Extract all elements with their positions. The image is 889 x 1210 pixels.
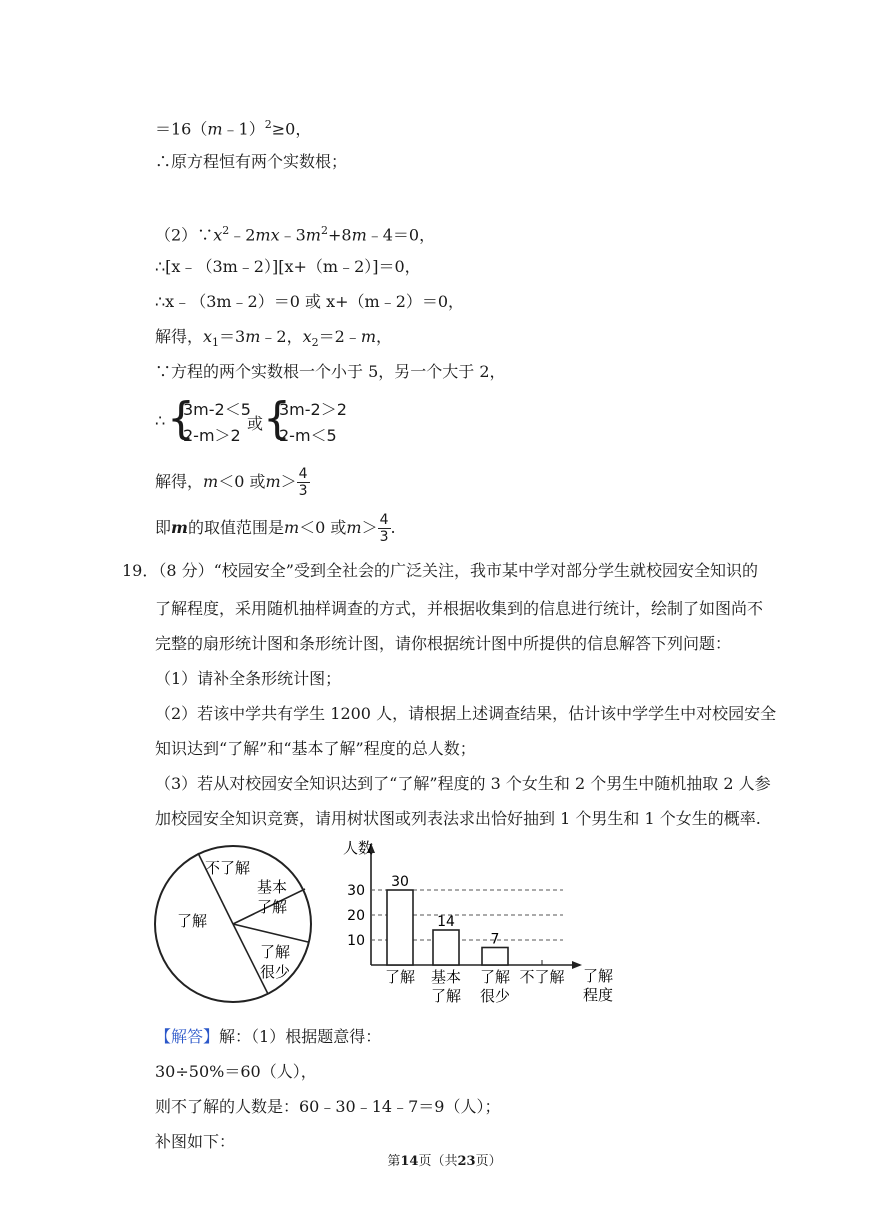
var-m: m: [305, 225, 321, 245]
pie-label: 了解: [177, 912, 208, 930]
problem-19-line-1: 19．（8 分）“校园安全”受到全社会的广泛关注，我市某中学对部分学生就校园安全知识的: [122, 561, 758, 580]
left-brace: {: [167, 393, 195, 444]
y-tick-label: 10: [347, 933, 365, 949]
solution-line-5: ∴x﹣（3m﹣2）＝0 或 x+（m﹣2）＝0，: [155, 292, 465, 311]
x-tick-label: 了解: [479, 968, 511, 986]
text: ﹣1）: [222, 119, 265, 139]
text: 解得，: [155, 472, 204, 491]
pie-label: 不了解: [205, 859, 251, 877]
system1-row1: 3m-2＜5: [183, 400, 251, 419]
data-label: 14: [437, 914, 455, 930]
text: 解：（1）根据题意得：: [219, 1027, 382, 1046]
text: ﹣3: [279, 225, 306, 245]
text: ，: [375, 327, 392, 346]
text: ≥0，: [271, 119, 312, 139]
var-m: m: [265, 472, 281, 491]
text: ＝2﹣: [318, 327, 361, 346]
y-tick-label: 20: [347, 908, 365, 924]
solution-line-4: ∴[x﹣（3m﹣2）][x+（m﹣2）]＝0，: [155, 257, 421, 276]
text: +8: [327, 225, 352, 245]
pie-label: 基本: [257, 878, 288, 896]
var-m: m: [171, 518, 188, 537]
answer-line-2: 30÷50%＝60（人），: [155, 1062, 317, 1081]
problem-19-q1: （1）请补全条形统计图；: [155, 669, 342, 688]
subscript: 2: [311, 336, 319, 350]
problem-19-q3-line-2: 加校园安全知识竞赛，请用树状图或列表法求出恰好抽到 1 个男生和 1 个女生的概率.: [155, 809, 761, 828]
problem-19-line-2: 了解程度，采用随机抽样调查的方式，并根据收集到的信息进行统计，绘制了如图尚不: [155, 599, 764, 618]
bar: [387, 890, 413, 965]
text: 页（共: [418, 1154, 458, 1169]
text: ＜0 或: [299, 518, 347, 537]
text: ＞: [280, 472, 297, 491]
pie-chart: [150, 842, 325, 1007]
text: ﹣4＝0，: [366, 225, 436, 245]
solution-line-7: ∵方程的两个实数根一个小于 5，另一个大于 2，: [155, 362, 506, 381]
x-axis-label-line2: 程度: [583, 986, 614, 1004]
answer-line-4: 补图如下：: [155, 1132, 236, 1151]
system2-row1: 3m-2＞2: [279, 400, 347, 419]
solution-line-8: [155, 466, 310, 499]
problem-19-q2-line-2: 知识达到“了解”和“基本了解”程度的总人数；: [155, 739, 476, 758]
solution-line-2: ∴原方程恒有两个实数根；: [155, 152, 348, 171]
var-m: m: [245, 327, 261, 346]
solution-line-1: [155, 114, 311, 140]
data-label: 7: [490, 931, 500, 948]
exponent: 2: [320, 224, 328, 237]
var-mx: mx: [255, 225, 280, 245]
var-x: x: [302, 327, 312, 346]
text: ＝16（: [155, 119, 208, 139]
var-m: m: [346, 518, 362, 537]
x-tick-label: 基本: [430, 968, 462, 986]
pie-label: 了解: [260, 943, 291, 961]
bar-chart: [335, 835, 625, 1010]
exponent: 2: [264, 118, 272, 131]
fraction: [297, 466, 310, 499]
y-axis-label: 人数: [343, 839, 374, 857]
var-m: m: [360, 327, 376, 346]
solution-line-9: [155, 512, 396, 545]
var-x: x: [203, 327, 213, 346]
x-tick-label: 不了解: [519, 968, 565, 986]
bar: [482, 948, 508, 966]
text: ＜0 或: [218, 472, 266, 491]
or-word: 或: [247, 414, 264, 433]
text: （2）∵: [155, 225, 214, 245]
text: 的取值范围是: [187, 518, 284, 537]
data-label: 30: [391, 874, 409, 890]
x-tick-label: 了解: [430, 987, 462, 1005]
text: ＞: [361, 518, 378, 537]
text: ＝3: [219, 327, 246, 346]
total-pages: 23: [457, 1154, 476, 1169]
denominator: 3: [379, 529, 389, 545]
page-number: 14: [400, 1154, 419, 1169]
therefore-sign: ∴: [155, 411, 166, 430]
page-footer: [0, 1150, 889, 1169]
subscript: 1: [212, 336, 220, 350]
x-tick-label: 很少: [479, 987, 511, 1005]
text: 第: [387, 1154, 401, 1169]
bar: [433, 930, 459, 965]
text: 即: [155, 518, 172, 537]
system1-row2: 2-m＞2: [183, 426, 241, 445]
problem-19-q3-line-1: （3）若从对校园安全知识达到了“了解”程度的 3 个女生和 2 个男生中随机抽取 2 人参: [155, 774, 771, 793]
text: 页）: [475, 1154, 502, 1169]
system2-row2: 2-m＜5: [279, 426, 337, 445]
var-x: x: [213, 225, 223, 245]
problem-19-q2-line-1: （2）若该中学共有学生 1200 人，请根据上述调查结果，估计该中学学生中对校园安全: [155, 704, 777, 723]
answer-line-1: [155, 1026, 381, 1048]
x-axis-label-line1: 了解: [583, 967, 614, 985]
pie-label: 了解: [257, 898, 288, 916]
text: ﹣2，: [260, 327, 303, 346]
numerator: 4: [379, 512, 389, 528]
denominator: 3: [298, 483, 308, 499]
solution-line-6: [155, 326, 392, 354]
x-tick-label: 了解: [384, 968, 416, 986]
var-m: m: [351, 225, 367, 245]
answer-tag: 【解答】: [155, 1027, 220, 1046]
text: .: [390, 518, 396, 537]
problem-19-line-3: 完整的扇形统计图和条形统计图，请你根据统计图中所提供的信息解答下列问题：: [155, 634, 732, 653]
text: 解得，: [155, 327, 204, 346]
exponent: 2: [222, 224, 230, 237]
numerator: 4: [298, 466, 308, 482]
fraction: [378, 512, 391, 545]
solution-line-3: [155, 220, 435, 246]
y-tick-label: 30: [347, 883, 365, 899]
inequality-systems: [155, 393, 415, 449]
var-m: m: [283, 518, 300, 537]
var-m: m: [207, 119, 223, 139]
pie-label: 很少: [260, 963, 291, 981]
pie-divider: [233, 924, 308, 942]
x-axis-arrow: [572, 961, 582, 969]
left-brace: {: [263, 393, 291, 444]
answer-line-3: 则不了解的人数是：60﹣30﹣14﹣7＝9（人）；: [155, 1097, 501, 1116]
var-m: m: [203, 472, 219, 491]
text: ﹣2: [229, 225, 256, 245]
